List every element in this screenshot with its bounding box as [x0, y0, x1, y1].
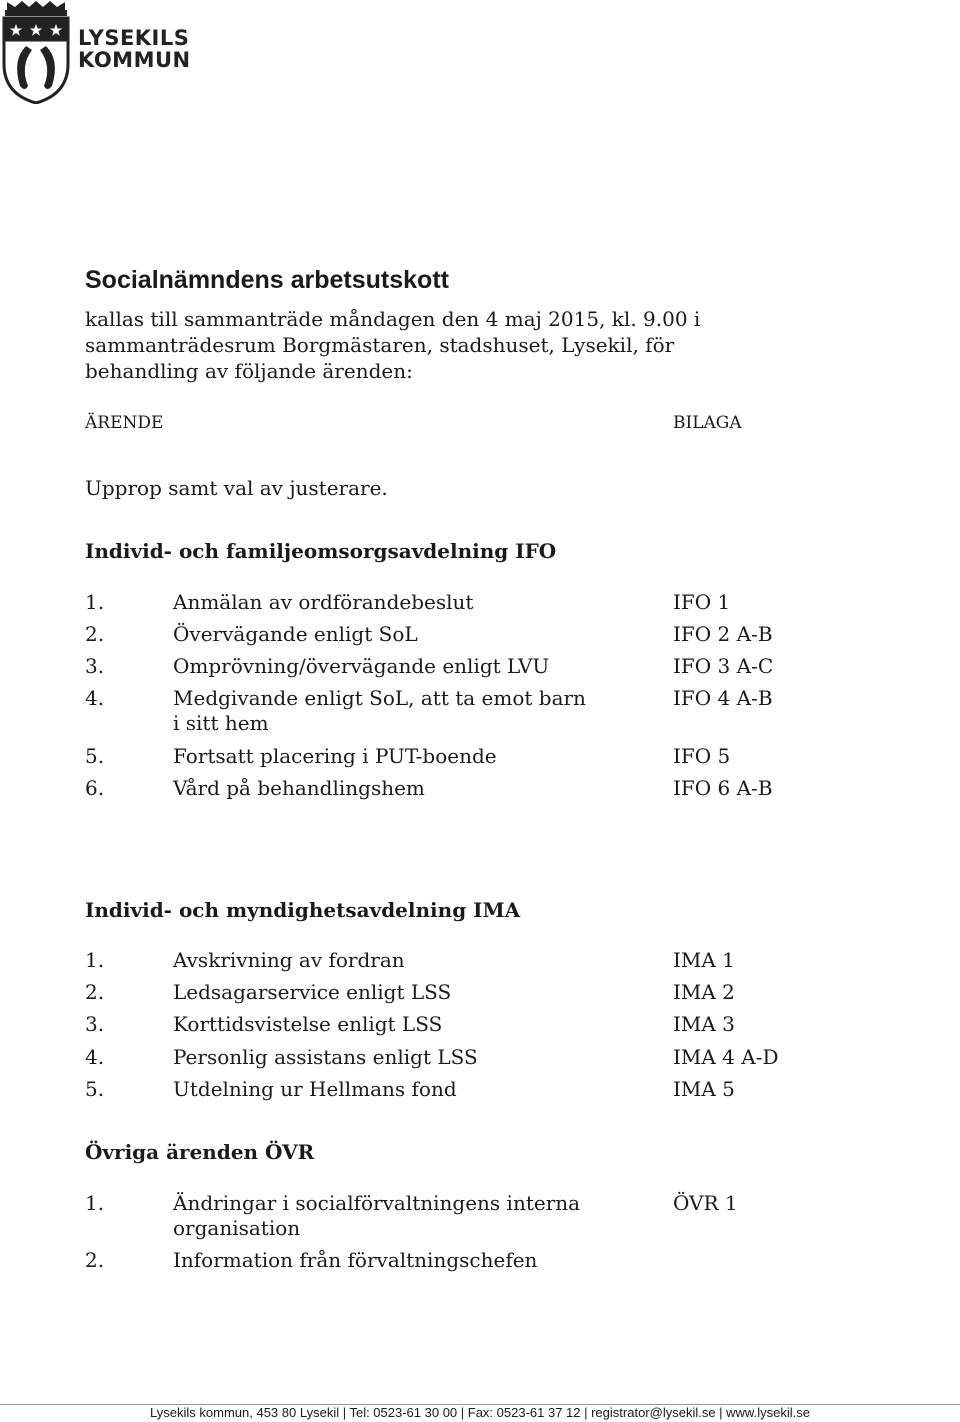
- item-label: Personlig assistans enligt LSS: [173, 1045, 478, 1069]
- item-label: Utdelning ur Hellmans fond: [173, 1077, 457, 1101]
- item-number: 1.: [85, 1191, 105, 1215]
- item-attachment: IMA 4 A-D: [673, 1045, 779, 1069]
- item-number: 2.: [85, 622, 105, 646]
- column-header-arende: ÄRENDE: [85, 413, 164, 433]
- item-label: Ledsagarservice enligt LSS: [173, 980, 452, 1004]
- item-attachment: IFO 2 A-B: [673, 622, 773, 646]
- item-label: Avskrivning av fordran: [173, 948, 405, 972]
- item-label: Fortsatt placering i PUT-boende: [173, 744, 497, 768]
- item-attachment: IFO 1: [673, 590, 731, 614]
- item-attachment: IFO 4 A-B: [673, 686, 773, 710]
- item-number: 5.: [85, 1077, 105, 1101]
- item-label: Information från förvaltningschefen: [173, 1248, 538, 1272]
- item-number: 4.: [85, 686, 105, 710]
- section-heading-ifo: Individ- och familjeomsorgsavdelning IFO: [85, 539, 557, 563]
- org-name-line-1: LYSEKILS: [78, 26, 190, 50]
- meeting-intro: kallas till sammanträde måndagen den 4 maj 2015, kl. 9.00 i sammanträdesrum Borgmästaren, stadshuset, Lysekil, för behandling av följande ärenden:: [85, 307, 701, 383]
- item-label: Omprövning/övervägande enligt LVU: [173, 654, 550, 678]
- org-name-line-2: KOMMUN: [78, 48, 191, 72]
- item-label: Vård på behandlingshem: [173, 776, 425, 800]
- item-number: 2.: [85, 1248, 105, 1272]
- footer-contact: Lysekils kommun, 453 80 Lysekil | Tel: 0523-61 30 00 | Fax: 0523-61 37 12 | registrator@lysekil.se | www.lysekil.se: [150, 1405, 810, 1420]
- item-label: Korttidsvistelse enligt LSS: [173, 1012, 443, 1036]
- item-attachment: IMA 1: [673, 948, 735, 972]
- coat-of-arms-icon: [0, 0, 72, 104]
- page-title: Socialnämndens arbetsutskott: [85, 266, 449, 294]
- municipality-logo: [0, 0, 200, 104]
- item-number: 5.: [85, 744, 105, 768]
- item-number: 3.: [85, 654, 105, 678]
- section-heading-ovr: Övriga ärenden ÖVR: [85, 1140, 315, 1164]
- item-number: 3.: [85, 1012, 105, 1036]
- item-number: 1.: [85, 590, 105, 614]
- item-attachment: ÖVR 1: [673, 1191, 738, 1215]
- section-heading-ima: Individ- och myndighetsavdelning IMA: [85, 898, 521, 922]
- item-label: Medgivande enligt SoL, att ta emot barn i sitt hem: [173, 686, 586, 735]
- item-attachment: IFO 3 A-C: [673, 654, 774, 678]
- item-number: 4.: [85, 1045, 105, 1069]
- item-number: 1.: [85, 948, 105, 972]
- item-number: 6.: [85, 776, 105, 800]
- item-number: 2.: [85, 980, 105, 1004]
- item-label: Ändringar i socialförvaltningens interna organisation: [173, 1191, 581, 1240]
- item-attachment: IMA 5: [673, 1077, 735, 1101]
- item-attachment: IMA 2: [673, 980, 735, 1004]
- column-header-bilaga: BILAGA: [673, 413, 742, 433]
- item-attachment: IFO 5: [673, 744, 731, 768]
- item-label: Övervägande enligt SoL: [173, 622, 418, 646]
- item-attachment: IFO 6 A-B: [673, 776, 773, 800]
- opening-item: Upprop samt val av justerare.: [85, 476, 388, 500]
- item-attachment: IMA 3: [673, 1012, 735, 1036]
- item-label: Anmälan av ordförandebeslut: [173, 590, 474, 614]
